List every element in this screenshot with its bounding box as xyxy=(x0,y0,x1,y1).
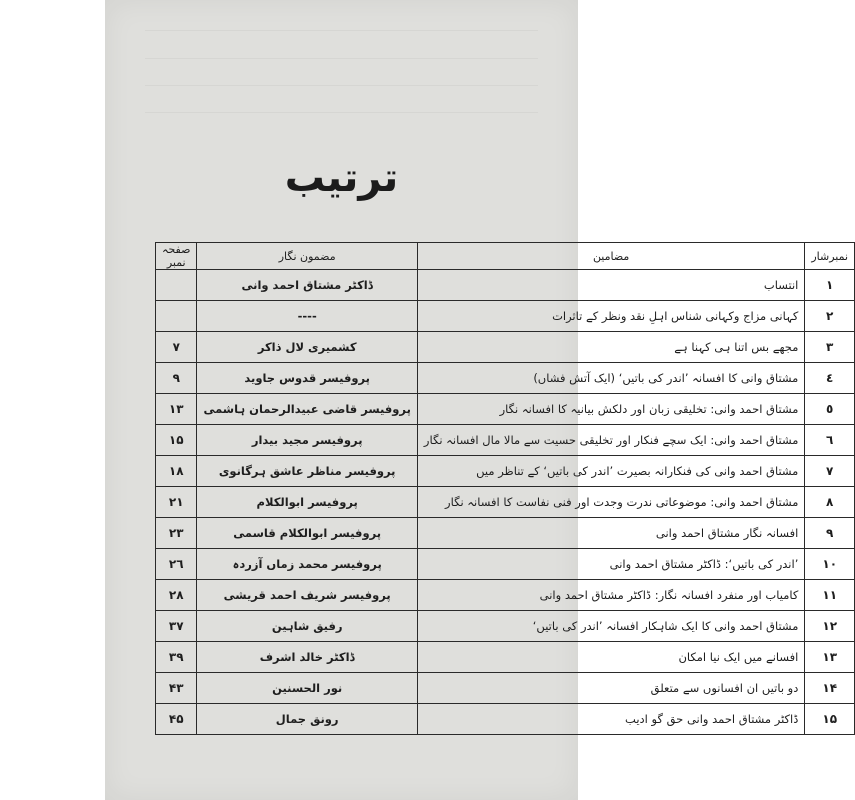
row-page: ۴۵ xyxy=(156,704,197,735)
row-title: انتساب xyxy=(417,270,804,301)
table-body xyxy=(156,270,855,735)
row-author: ---- xyxy=(197,301,417,332)
row-author: ڈاکٹر خالد اشرف xyxy=(197,642,417,673)
row-number: ١ xyxy=(805,270,855,301)
row-title: مشتاق احمد وانی: ایک سچے فنکار اور تخلیقی حسیت سے مالا مال افسانہ نگار xyxy=(417,425,804,456)
row-number: ١۵ xyxy=(805,704,855,735)
row-author: کشمیری لال ذاکر xyxy=(197,332,417,363)
row-page: ۴٣ xyxy=(156,673,197,704)
table-row xyxy=(156,270,855,301)
row-number: ١١ xyxy=(805,580,855,611)
row-title: دو باتیں ان افسانوں سے متعلق xyxy=(417,673,804,704)
contents-table xyxy=(155,242,855,735)
page-title: ترتیب xyxy=(284,155,399,201)
row-author: پروفیسر ابوالکلام قاسمی xyxy=(197,518,417,549)
row-title: کامیاب اور منفرد افسانہ نگار: ڈاکٹر مشتاق احمد وانی xyxy=(417,580,804,611)
table-row xyxy=(156,394,855,425)
row-number: ٥ xyxy=(805,394,855,425)
row-author: ڈاکٹر مشتاق احمد وانی xyxy=(197,270,417,301)
row-author: پروفیسر قدوس جاوید xyxy=(197,363,417,394)
row-number: ٣ xyxy=(805,332,855,363)
row-author: نور الحسنین xyxy=(197,673,417,704)
col-number-header: نمبرشار xyxy=(805,243,855,270)
row-number: ١۴ xyxy=(805,673,855,704)
row-number: ٢ xyxy=(805,301,855,332)
table-header-row xyxy=(156,243,855,270)
row-page xyxy=(156,301,197,332)
row-page: ١٨ xyxy=(156,456,197,487)
row-author: رفیق شاہین xyxy=(197,611,417,642)
row-title: مشتاق وانی کا افسانہ ’اندر کی باتیں‘ (ایک آتش فشاں) xyxy=(417,363,804,394)
row-page xyxy=(156,270,197,301)
row-page: ٣٩ xyxy=(156,642,197,673)
row-title: مشتاق احمد وانی کا ایک شاہکار افسانہ ’اندر کی باتیں‘ xyxy=(417,611,804,642)
row-title: ’اندر کی باتیں‘: ڈاکٹر مشتاق احمد وانی xyxy=(417,549,804,580)
row-author: رونق جمال xyxy=(197,704,417,735)
row-page: ٢٨ xyxy=(156,580,197,611)
row-page: ٢٣ xyxy=(156,518,197,549)
row-page: ٢١ xyxy=(156,487,197,518)
row-title: مشتاق احمد وانی: تخلیقی زبان اور دلکش بیانیہ کا افسانہ نگار xyxy=(417,394,804,425)
table-row xyxy=(156,611,855,642)
table-row xyxy=(156,518,855,549)
row-number: ١٠ xyxy=(805,549,855,580)
bleed-through-line xyxy=(145,58,538,59)
row-title: مشتاق احمد وانی: موضوعاتی ندرت وجدت اور فنی نفاست کا افسانہ نگار xyxy=(417,487,804,518)
row-title: افسانے میں ایک نیا امکان xyxy=(417,642,804,673)
row-page: ١۵ xyxy=(156,425,197,456)
table-row xyxy=(156,487,855,518)
row-page: ٧ xyxy=(156,332,197,363)
col-page-header: صفحہ نمبر xyxy=(156,243,197,270)
bleed-through-line xyxy=(145,112,538,113)
row-author: پروفیسر ابوالکلام xyxy=(197,487,417,518)
row-author: پروفیسر قاضی عبیدالرحمان ہاشمی xyxy=(197,394,417,425)
table-row xyxy=(156,301,855,332)
bleed-through-line xyxy=(145,85,538,86)
row-page: ٣٧ xyxy=(156,611,197,642)
table-row xyxy=(156,704,855,735)
row-author: پروفیسر مجید بیدار xyxy=(197,425,417,456)
table-row xyxy=(156,549,855,580)
col-author-header: مضمون نگار xyxy=(197,243,417,270)
row-title: مشتاق احمد وانی کی فنکارانہ بصیرت ’اندر کی باتیں‘ کے تناظر میں xyxy=(417,456,804,487)
row-number: ١٣ xyxy=(805,642,855,673)
row-number: ٩ xyxy=(805,518,855,549)
table-row xyxy=(156,580,855,611)
table-row xyxy=(156,425,855,456)
bleed-through-line xyxy=(145,30,538,31)
row-title: مجھے بس اتنا ہی کہنا ہے xyxy=(417,332,804,363)
table-row xyxy=(156,332,855,363)
table-row xyxy=(156,673,855,704)
row-title: افسانہ نگار مشتاق احمد وانی xyxy=(417,518,804,549)
row-page: ٢٦ xyxy=(156,549,197,580)
row-number: ٦ xyxy=(805,425,855,456)
table-row xyxy=(156,456,855,487)
row-title: ڈاکٹر مشتاق احمد وانی حق گو ادیب xyxy=(417,704,804,735)
table-row xyxy=(156,363,855,394)
table-row xyxy=(156,642,855,673)
col-title-header: مضامین xyxy=(417,243,804,270)
row-author: پروفیسر مناظر عاشق ہرگانوی xyxy=(197,456,417,487)
row-number: ١٢ xyxy=(805,611,855,642)
row-page: ٩ xyxy=(156,363,197,394)
row-title: کہانی مزاج وکہانی شناس اہلِ نقد ونظر کے تاثرات xyxy=(417,301,804,332)
row-number: ٤ xyxy=(805,363,855,394)
row-author: پروفیسر شریف احمد قریشی xyxy=(197,580,417,611)
row-page: ١٣ xyxy=(156,394,197,425)
row-number: ٧ xyxy=(805,456,855,487)
row-number: ٨ xyxy=(805,487,855,518)
row-author: پروفیسر محمد زماں آزردہ xyxy=(197,549,417,580)
